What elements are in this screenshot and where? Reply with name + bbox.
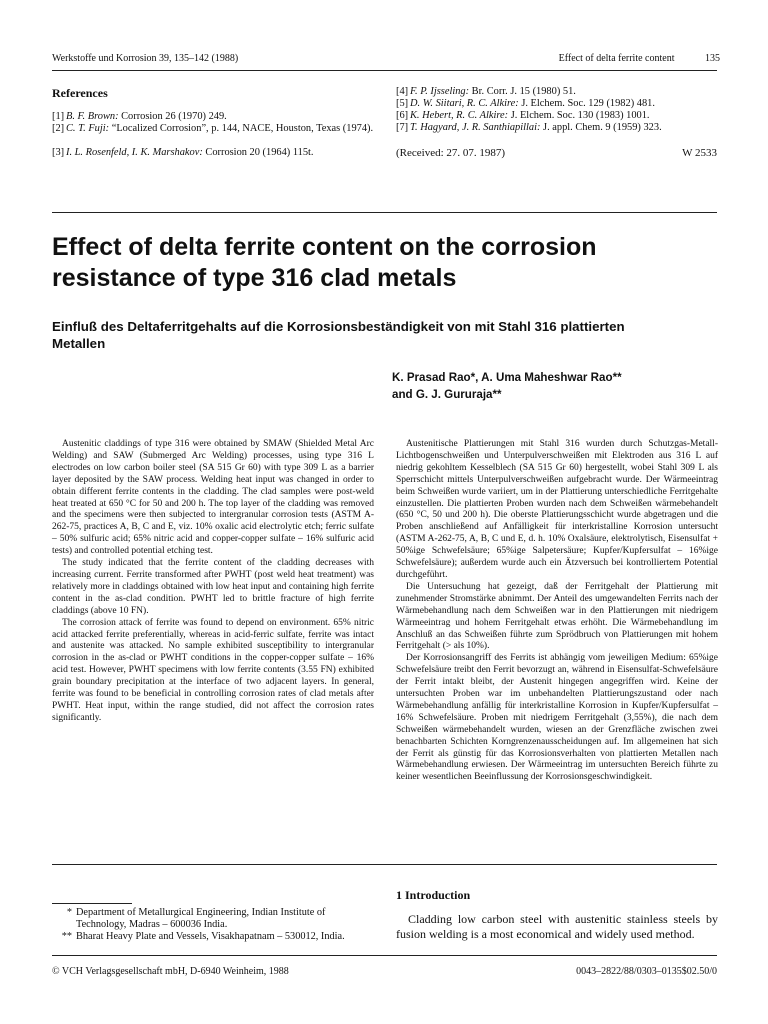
footnote-rule (52, 903, 132, 904)
abstract-english (52, 439, 374, 725)
reference-authors: I. L. Rosenfeld, I. K. Marshakov: (66, 147, 203, 158)
reference-text: Corrosion 26 (1970) 249. (118, 111, 227, 122)
copyright-notice: © VCH Verlagsgesellschaft mbH, D-6940 Weinheim, 1988 (52, 966, 289, 977)
reference-authors: T. Hagyard, J. R. Santhiapillai: (410, 122, 541, 133)
running-title: Effect of delta ferrite content (558, 53, 675, 64)
reference-item (52, 147, 382, 159)
section-heading: 1 Introduction (396, 888, 471, 902)
article-code: 0043–2822/88/0303–0135$02.50/0 (576, 966, 717, 977)
reference-number: [5] (396, 98, 409, 109)
authors-line: and G. J. Gururaja** (392, 388, 502, 401)
reference-number: [1] (52, 111, 65, 122)
footnote-mark: * (66, 907, 72, 918)
abstract-paragraph: The study indicated that the ferrite content of the cladding decreases with increasing current. Ferrite transformed after PWHT (post weld heat treatment) was relatively more in claddings obtained with low heat input and containing high ferrite content in the as-clad condition. PWHT led to brittle fracture of high ferrite claddings (above 10 FN). (52, 558, 374, 616)
footnote (52, 907, 382, 931)
footnote-text: Department of Metallurgical Engineering, Indian Institute of (76, 907, 326, 918)
abstract-rule (52, 864, 717, 865)
reference-authors: F. P. Ijsseling: (410, 86, 470, 97)
reference-authors: D. W. Siitari, R. C. Alkire: (410, 98, 519, 109)
reference-text: Br. Corr. J. 15 (1980) 51. (469, 86, 576, 97)
abstract-paragraph: Die Untersuchung hat gezeigt, daß der Ferritgehalt der Plattierung mit zunehmender Stromstärke abnimmt. Der Anteil des umgewandelten Ferrits nach der Wärmebehandlung nach dem Schweißen war in den Plattierungen mit niedrigem Wärmeeintrag und hohem Ferritgehalt etwas erhöht. Die Wärmebehandlung im Anschluß an das Schweißen führte zum Sprödbruch von Plattierungen mit hohem Ferritgehalt (> als 10%). (396, 581, 718, 652)
reference-item (396, 110, 718, 122)
reference-number: [7] (396, 122, 409, 133)
running-header (510, 53, 720, 64)
abstract-paragraph: Der Korrosionsangriff des Ferrits ist abhängig vom jeweiligen Medium: 65%ige Schwefelsäure treibt den Ferrit bevorzugt an, während in Eisensulfat-Schwefelsäure der Ferrit intakt bleibt, der Austenit hingegen angegriffen wird. Keine der untersuchten Proben war im unbehandelten Plattierungszustand oder nach Wärmebehandlung anfällig für interkristalline Korrosion in Kupfer/Kupfersulfat – 16% Schwefelsäure. Proben mit niedrigem Ferritgehalt (3,55%), die nach dem Schweißen wärmebehandelt wurden, wiesen an der Grenzfläche zwischen zwei benachbarten Schichten Korngrenzenausscheidungen auf. Im allgemeinen hat sich der Ferrit als günstig für das Korrosionsverhalten von plattierten Metallen nach Wärmebehandlung erwiesen. Der Wärmeeintrag im untersuchten Bereich führte zu keiner wesentlichen Beeinflussung der Korrosionsgeschwindigkeit. (396, 653, 718, 783)
abstract-german (396, 439, 718, 784)
article-title: Effect of delta ferrite content on the corrosion resistance of type 316 clad metals (52, 233, 597, 292)
reference-number: [2] (52, 123, 65, 134)
author-list (392, 369, 712, 403)
authors-line: K. Prasad Rao*, A. Uma Maheshwar Rao** (392, 371, 622, 384)
reference-item (52, 123, 396, 135)
section-rule (52, 212, 717, 213)
body-paragraph: Cladding low carbon steel with austenitic stainless steels by fusion welding is a most economical and widely used method. (396, 912, 718, 941)
page-number: 135 (705, 53, 720, 64)
reference-text: J. appl. Chem. 9 (1959) 323. (540, 122, 662, 133)
reference-number: [4] (396, 86, 409, 97)
reference-number: [6] (396, 110, 409, 121)
reference-authors: C. T. Fuji: (66, 123, 110, 134)
footnote-mark: ** (61, 931, 72, 942)
abstract-paragraph: The corrosion attack of ferrite was found to depend on environment. 65% nitric acid attacked ferrite preferentially, whereas in acid-ferric sulfate, ferrite was intact and austenite was attacked. No sample exhibited susceptibility to intergranular corrosion in the as-clad or PWHT conditions in the copper-copper sulfate – 16% acid test. However, PWHT specimens with low ferrite contents (3.55 FN) exhibited grain boundary precipitation at the interface of two adjacent layers. In general, ferrite was found to be beneficial in controlling corrosion rates of clad metals after PWHT. Heat input, within the range studied, did not affect the corrosion rates significantly. (52, 617, 374, 723)
received-date: (Received: 27. 07. 1987) (396, 147, 506, 159)
footnote-text: Technology, Madras – 600036 India. (76, 919, 228, 930)
reference-number: [3] (52, 147, 65, 158)
reference-text: J. Elchem. Soc. 129 (1982) 481. (518, 98, 655, 109)
reference-item (396, 86, 718, 98)
journal-citation: Werkstoffe und Korrosion 39, 135–142 (1988) (52, 53, 239, 64)
references-heading: References (52, 86, 108, 100)
abstract-paragraph: Austenitic claddings of type 316 were obtained by SMAW (Shielded Metal Arc Welding) and SAW (Submerged Arc Welding) processes, using type 316 L electrodes on low carbon boiler steel (SA 515 Gr 60) with type 309 L as a barrier layer deposited by the SAW process. Welding heat input was changed in order to obtain different ferrite contents in the cladding. The clad samples were post-weld heat treated at 650 °C for 50 and 200 h. The top layer of the cladding was removed and the specimens were then subjected to intergranular corrosion tests (ASTM A-262-75, practices A, B, C and E, viz. 10% oxalic acid electrolytic etch; ferric sulfate – 50% sulfuric acid; 65% nitric acid and copper-copper sulfate – 16% sulfuric acid tests) and controlled potential etching test. (52, 439, 374, 557)
reference-item (52, 111, 382, 123)
footnote (52, 931, 382, 943)
reference-text: Corrosion 20 (1964) 115t. (202, 147, 314, 158)
manuscript-code: W 2533 (682, 147, 717, 159)
header-rule (52, 70, 717, 71)
abstract-paragraph: Austenitische Plattierungen mit Stahl 316 wurden durch Schutzgas-Metall-Lichtbogenschweißen und Unterpulverschweißen mit Elektroden aus 316 L auf niedrig gekohltem Kesselblech (SA 515 Gr 60) hergestellt, wobei Stahl 309 L als Sperrschicht mittels Unterpulverschweißen aufgebracht wurde. Der Wärmeeintrag beim Schweißen wurde variiert, um in der Plattierung unterschiedliche Ferritgehalte einzustellen. Die plattierten Proben wurden nach dem Schweißen wärmebehandelt (650 °C, 50 und 200 h). Die oberste Plattierungsschicht wurde abgetragen und die Proben anschließend auf Anfälligkeit für interkristalline Korrosion untersucht (ASTM A-262-75, A, B, C und E, d. h. 10% Oxalsäure, elektrolytisch, Eisensulfat + 50%ige Schwefelsäure; 65%ige Salpetersäure; Kupfer/Kupfersulfat – 16%ige Schwefelsäure); außerdem wurde auch ein Ätzversuch bei kontrolliertem Potential durchgeführt. (396, 439, 718, 580)
reference-item (396, 122, 718, 134)
footnote-text: Bharat Heavy Plate and Vessels, Visakhapatnam – 530012, India. (76, 931, 345, 942)
reference-text: J. Elchem. Soc. 130 (1983) 1001. (508, 110, 650, 121)
reference-authors: B. F. Brown: (66, 111, 119, 122)
reference-item (396, 98, 718, 110)
reference-text: “Localized Corrosion”, p. 144, NACE, Houston, Texas (1974). (109, 123, 374, 134)
reference-authors: K. Hebert, R. C. Alkire: (410, 110, 509, 121)
article-subtitle: Einfluß des Deltaferritgehalts auf die Korrosionsbeständigkeit von mit Stahl 316 plattierten Metallen (52, 319, 625, 351)
footer-rule (52, 955, 717, 956)
